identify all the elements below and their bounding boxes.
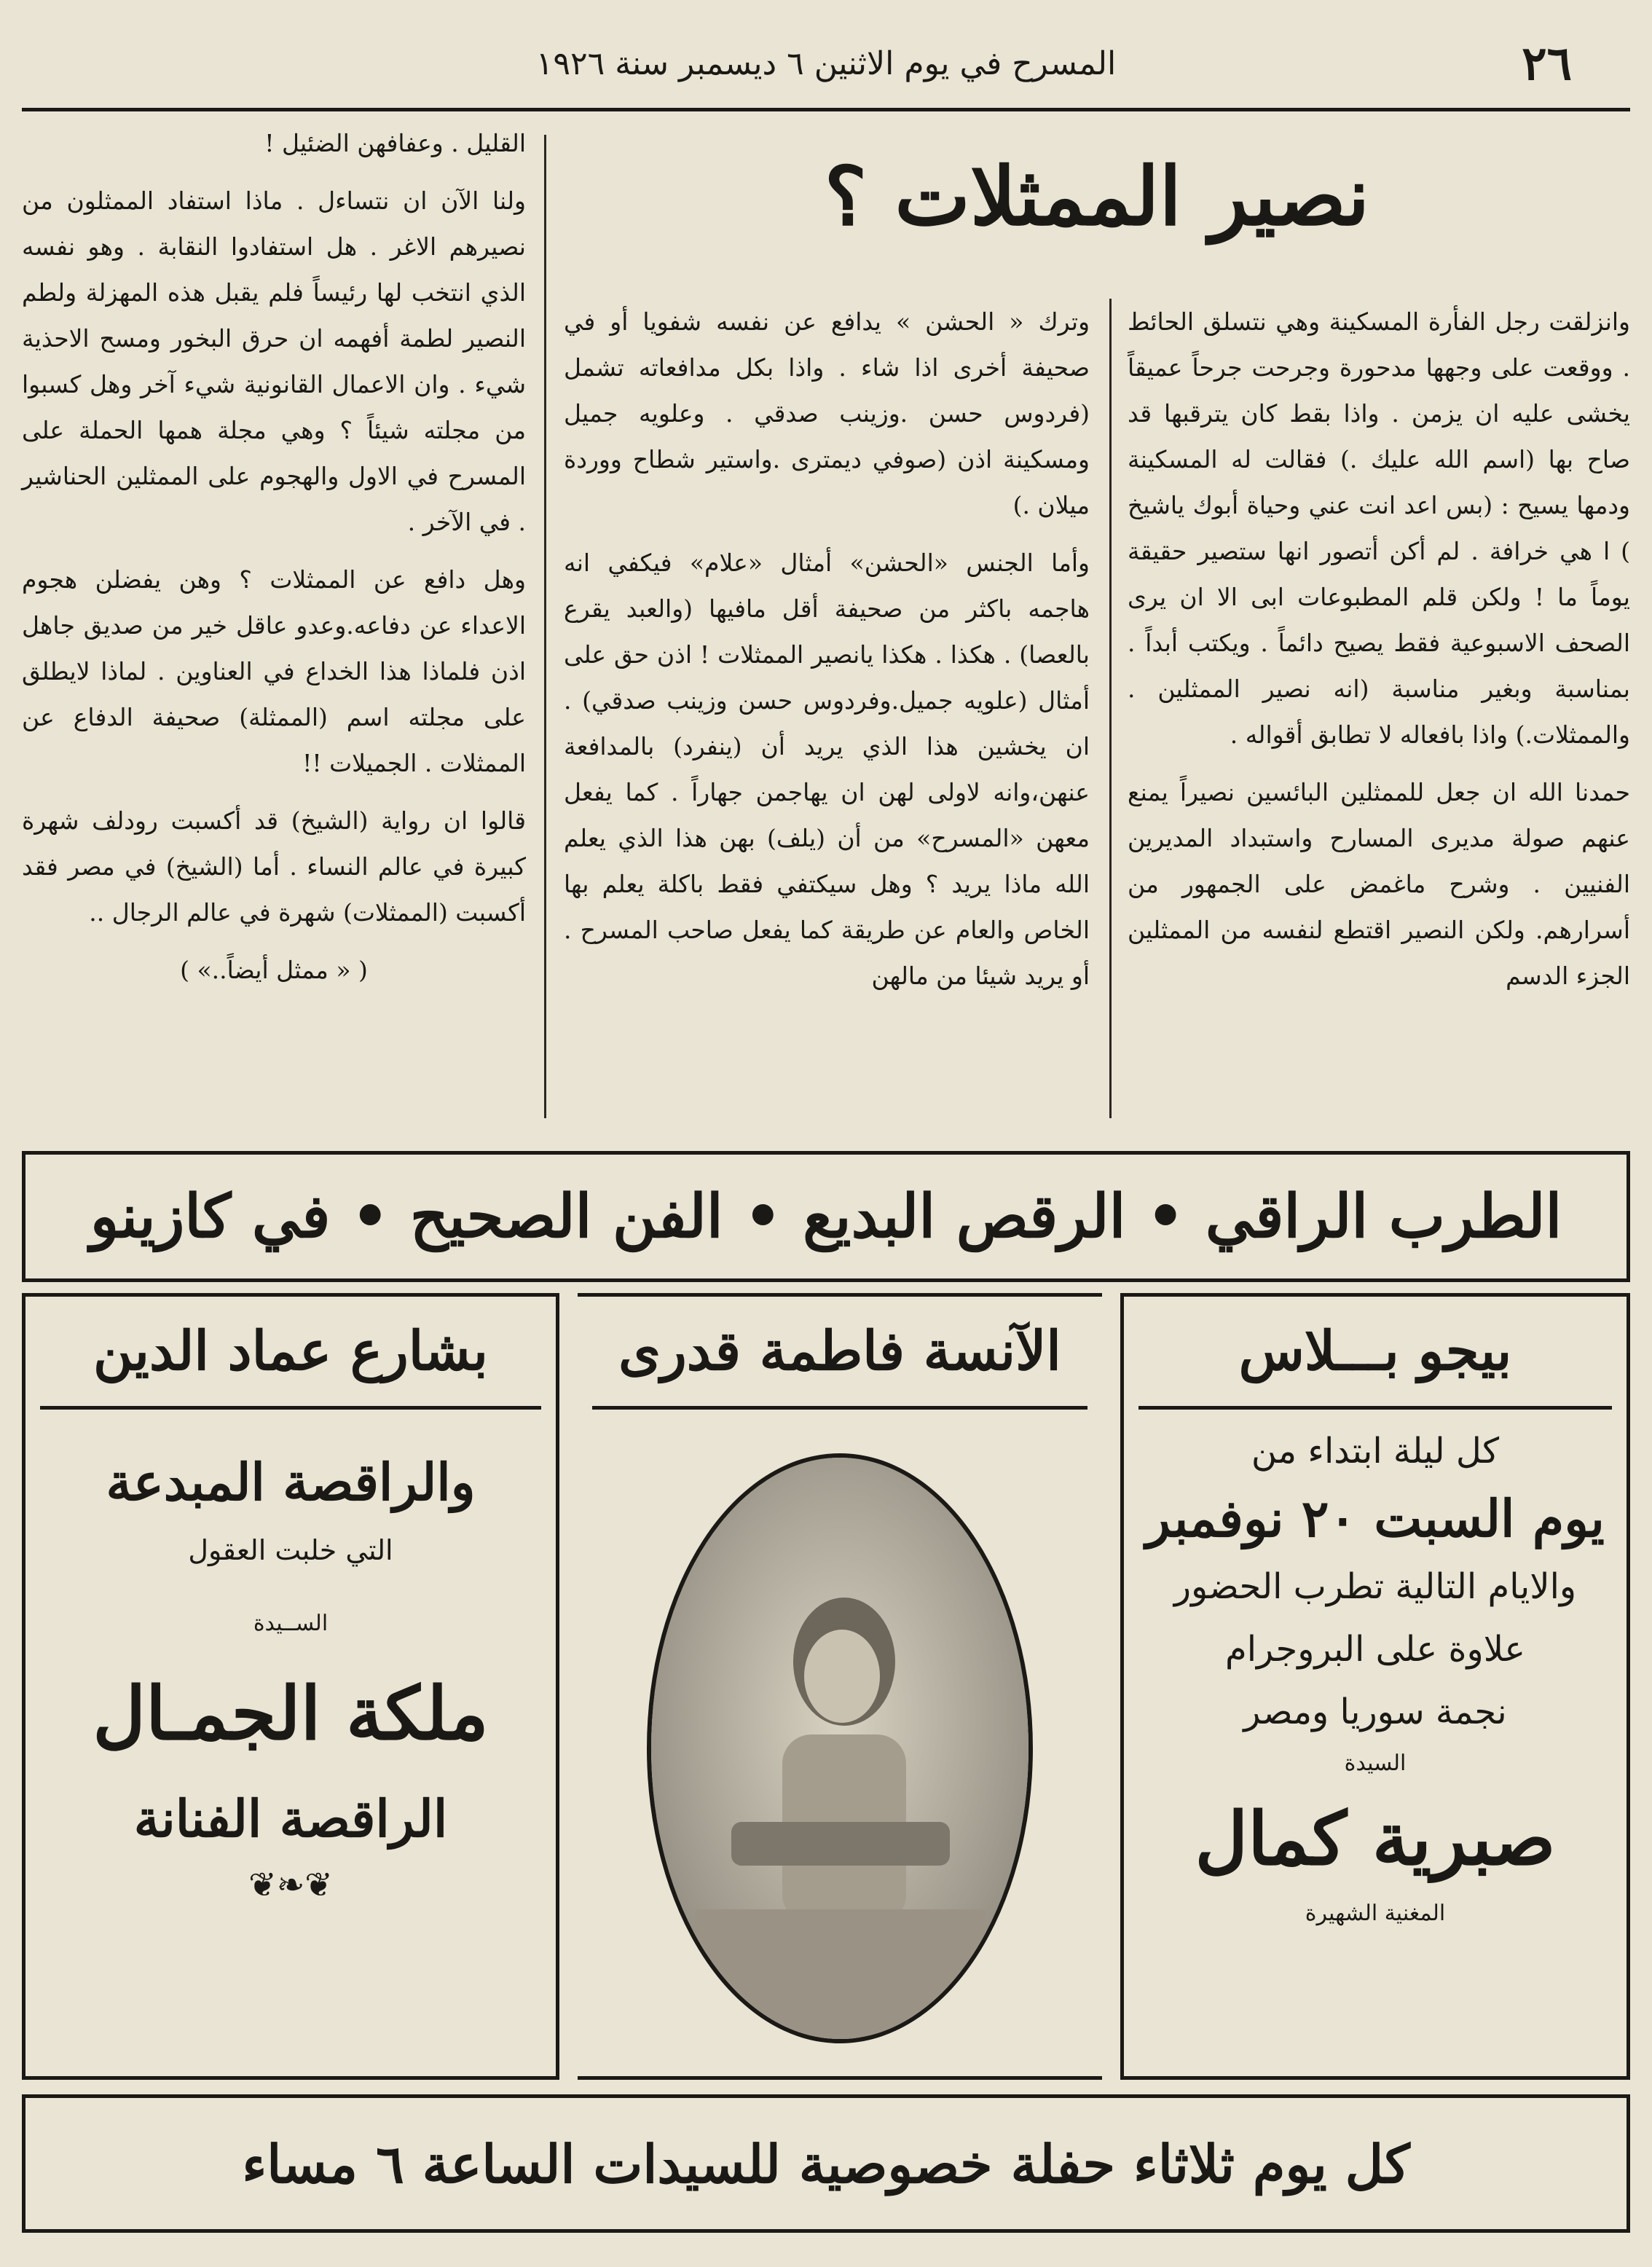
ad-line: علاوة على البروجرام [1225,1629,1525,1670]
ad-banner: الطرب الراقي • الرقص البديع • الفن الصحيح • في كازينو [22,1151,1630,1282]
advertisement [22,1151,1630,2236]
ad-panels [22,1293,1630,2080]
paragraph: حمدنا الله ان جعل للممثلين البائسين نصيراً يمنع عنهم صولة مديرى المسارح واستبداد المديرين الفنيين . وشرح ماغمض على الجمهور من أسرارهم. ولكن النصير اقتطع لنفسه من الممثلين الجزء الدسم [1128,778,1630,990]
panel-heading: بيجو بـــلاس [1138,1297,1612,1410]
page-number: ٢٦ [1522,36,1572,91]
paragraph: وترك « الحشن » يدافع عن نفسه شفويا أو في صحيفة أخرى اذا شاء . واذا بكل مدافعاته تشمل (فردوس حسن .وزينب صدقي . وعلويه جميل ومسكينة اذن (صوفي ديمترى .واستير شطاح ووردة ميلان .) [564,307,1090,519]
paragraph: وهل دافع عن الممثلات ؟ وهن يفضلن هجوم الاعداء عن دفاعه.وعدو عاقل خير من صديق جاهل اذن فلماذا هذا الخداع في العناوين . لماذا لايطلق على مجلته اسم (الممثلة) صحيفة الدفاع عن الممثلات . الجميلات !! [22,565,526,777]
portrait-photo [647,1453,1033,2043]
page-header [22,29,1630,102]
panel-heading: بشارع عماد الدين [40,1297,541,1410]
ad-panel-left [22,1293,559,2080]
signature: ( « ممثل أيضاً..» ) [180,956,368,984]
article-title: نصير الممثلات ؟ [824,149,1370,243]
running-head: المسرح في يوم الاثنين ٦ ديسمبر سنة ١٩٢٦ [535,45,1117,82]
column-left [22,120,526,1005]
ad-line: التي خلبت العقول [188,1534,393,1566]
portrait-image [651,1458,1028,2039]
column-divider [544,135,546,1118]
ad-line: نجمة سوريا ومصر [1243,1692,1507,1732]
ad-panel-middle [578,1293,1102,2080]
ornament-icon: ❦❧❦ [248,1865,333,1904]
paragraph: قالوا ان رواية (الشيخ) قد أكسبت رودلف شهرة كبيرة في عالم النساء . أما (الشيخ) في مصر فقد أكسبت (الممثلات) شهرة في عالم الرجال .. [22,806,526,927]
ad-panel-right [1120,1293,1630,2080]
ad-line: والراقصة المبدعة [106,1452,476,1512]
ad-line: السيدة [1344,1751,1407,1776]
paragraph: وانزلقت رجل الفأرة المسكينة وهي نتسلق الحائط . ووقعت على وجهها مدحورة وجرحت جرحاً عميقاً يخشى عليه ان يزمن . واذا بقط كان يترقبها قد صاح بها (اسم الله عليك .) فقالت له المسكينة ودمها يسيح : (بس اعد انت عني وحياة أبوك ياشيخ ) ا هي خرافة . لم أكن أتصور انها ستصير حقيقة يوماً ما ! ولكن قلم المطبوعات ابى الا ان يرى الصحف الاسبوعية فقط يصيح دائماً . ويكتب أبداً . بمناسبة وبغير مناسبة (انه نصير الممثلين . والممثلات.) واذا بافعاله لا تطابق أقواله . [1128,307,1630,749]
performer-name: صبرية كمال [1195,1796,1556,1882]
header-rule [22,108,1630,111]
performer-name: ملكة الجمـال [93,1670,489,1756]
paragraph: ولنا الآن ان نتساءل . ماذا استفاد الممثلون من نصيرهم الاغر . هل استفادوا النقابة . وهو نفسه الذي انتخب لها رئيساً فلم يقبل هذه المهزلة ولطم النصير لطمة أفهمه ان حرق البخور ومسح الاحذية شيء . وان الاعمال القانونية شيء آخر وهل كسبوا من مجلته شيئاً ؟ وهي مجلة همها الحملة على المسرح في الاول والهجوم على الممثلين الحناشير . في الآخر . [22,186,526,536]
ad-line: كل ليلة ابتداء من [1251,1431,1500,1472]
panel-heading: الآنسة فاطمة قدرى [592,1297,1087,1410]
ad-line: الراقصة الفنانة [133,1788,448,1849]
ad-footer: كل يوم ثلاثاء حفلة خصوصية للسيدات الساعة ٦ مساء [22,2094,1630,2233]
ad-line: الســيدة [253,1611,329,1636]
ad-line: المغنية الشهيرة [1305,1901,1446,1926]
ad-line-date: يوم السبت ٢٠ نوفمبر [1146,1488,1605,1549]
column-divider [1109,299,1112,1118]
article [22,120,1630,1118]
ad-line: والايام التالية تطرب الحضور [1173,1566,1577,1607]
paragraph: وأما الجنس «الحشن» أمثال «علام» فيكفي انه هاجمه باكثر من صحيفة أقل مافيها (والعبد يقرع بالعصا) . هكذا . هكذا يانصير الممثلات ! اذن حق على أمثال (علويه جميل.وفردوس حسن وزينب صدقي) . ان يخشين هذا الذي يريد أن (ينفرد) بالمدافعة عنهن،وانه لاولى لهن ان يهاجمن جهاراً . كما يفعل معهن «المسرح» من أن (يلف) بهن هذا الذي يعلم الله ماذا يريد ؟ وهل سيكتفي فقط باكلة يعلم بها الخاص والعام عن طريقة كما يفعل صاحب المسرح . أو يريد شيئا من مالهن [564,549,1090,990]
paragraph: القليل . وعفافهن الضئيل ! [264,129,526,157]
